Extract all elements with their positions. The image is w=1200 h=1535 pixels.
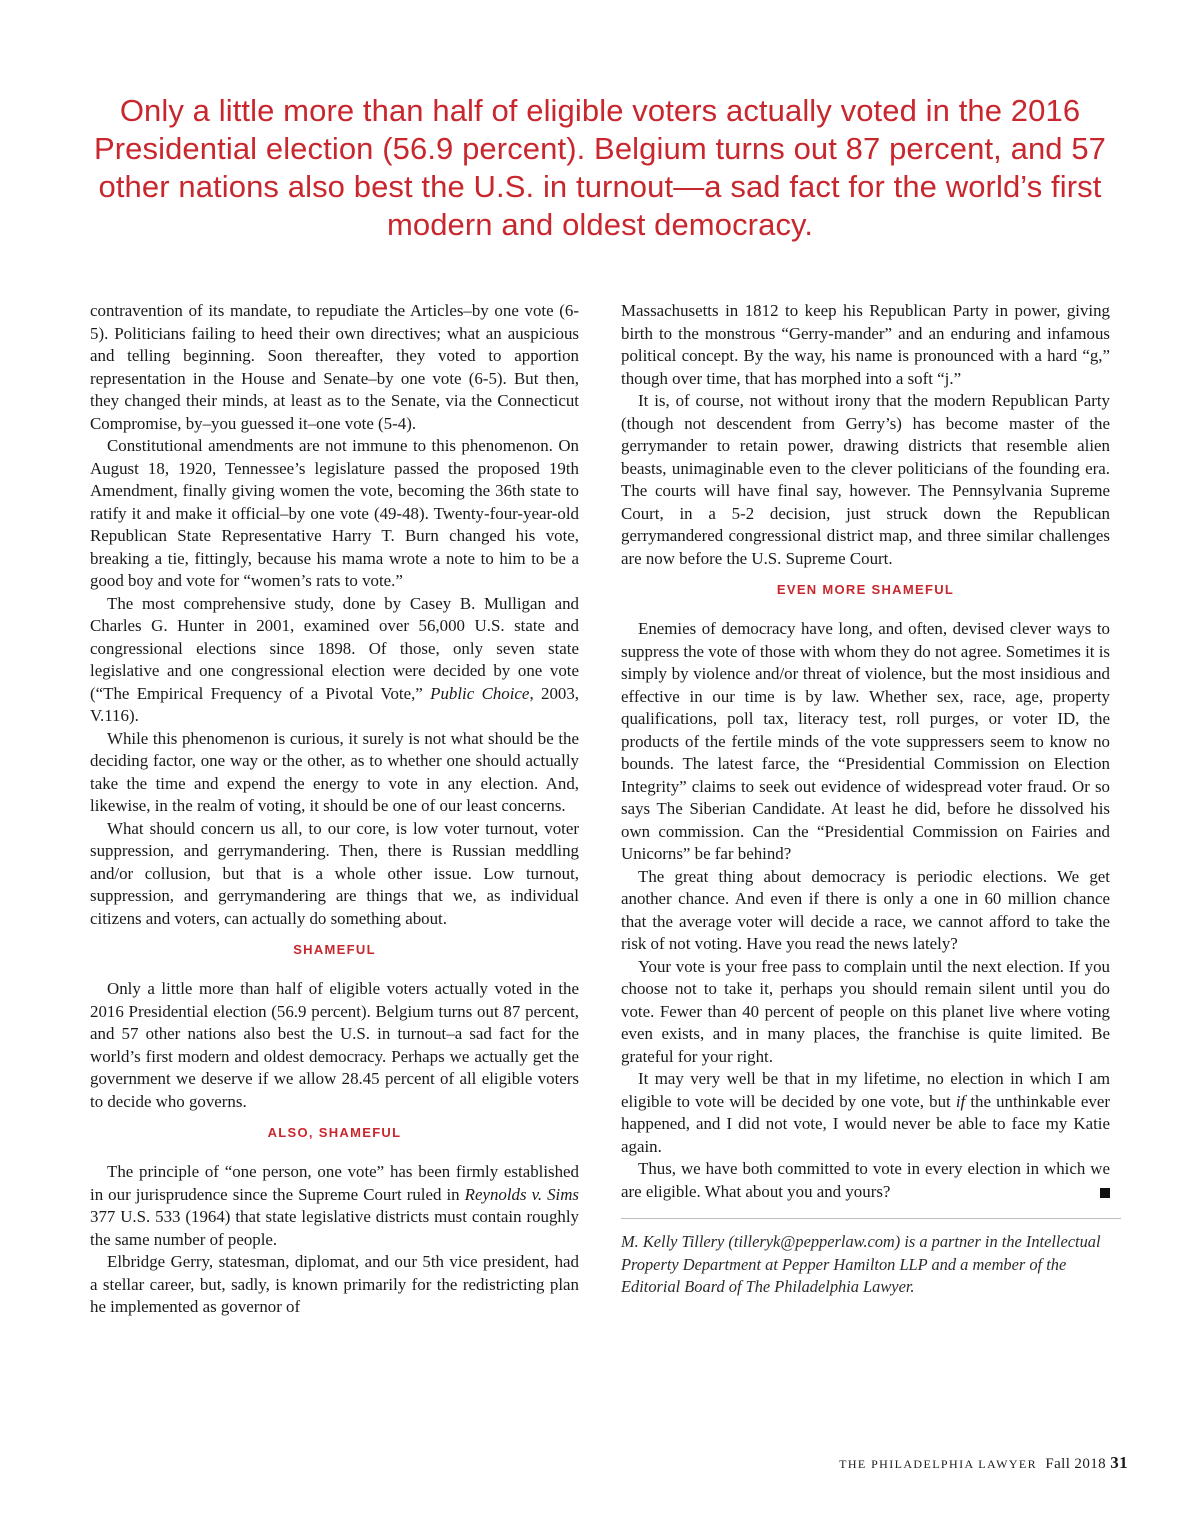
paragraph: The great thing about democracy is periodic elections. We get another chance. And even if there is only a one in 60 million chance that the average voter will decide a race, we cannot afford to take the risk of not voting. Have you read the news lately? <box>621 866 1110 953</box>
paragraph: The most comprehensive study, done by Casey B. Mulligan and Charles G. Hunter in 2001, examined over 56,000 U.S. state and congressional elections since 1898. Of those, only seven state legislative and one congressional election were decided by one vote (“The Empirical Frequency of a Pivotal Vote,” Public Choice, 2003, V.116). <box>90 593 580 725</box>
left-column <box>90 300 579 1319</box>
paragraph: The principle of “one person, one vote” has been firmly established in our jurisprudence since the Supreme Court ruled in Reynolds v. Sims 377 U.S. 533 (1964) that state legislative districts must contain roughly the same number of people. <box>90 1162 580 1249</box>
page-number: 31 <box>1110 1453 1128 1472</box>
paragraph: Elbridge Gerry, statesman, diplomat, and our 5th vice president, had a stellar career, but, sadly, is known primarily for the redistricting plan he implemented as governor of <box>90 1252 579 1316</box>
paragraph: Thus, we have both committed to vote in every election in which we are eligible. What about you and yours? <box>621 1159 1110 1201</box>
paragraph: Constitutional amendments are not immune to this phenomenon. On August 18, 1920, Tennessee’s legislature passed the proposed 19th Amendment, finally giving women the vote, becoming the 36th state to ratify it and make it official–by one vote (49-48). Twenty-four-year-old Republican State Representative Harry T. Burn changed his vote, breaking a tie, fittingly, because his mama wrote a note to him to be a good boy and vote for “women’s rats to vote.” <box>90 436 579 590</box>
italic-word: if <box>955 1091 966 1111</box>
section-heading-even-more-shameful: EVEN MORE SHAMEFUL <box>776 582 955 597</box>
end-of-article-mark <box>1100 1188 1110 1198</box>
paragraph: What should concern us all, to our core, is low voter turnout, voter suppression, and gerrymandering. Then, there is Russian meddling and/or collusion, but that is a whole other issue. Low turnout, suppression, and gerrymandering are things that we, as individual citizens and voters, can actually do something about. <box>90 818 579 928</box>
issue-label: Fall 2018 <box>1045 1456 1107 1472</box>
paragraph: Only a little more than half of eligible voters actually voted in the 2016 Presidential election (56.9 percent). Belgium turns out 87 percent, and 57 other nations also best the U.S. in turnout–a sad fact for the world’s first modern and oldest democracy. Perhaps we actually get the government we deserve if we allow 28.45 percent of all eligible voters to decide who governs. <box>90 979 579 1111</box>
right-column <box>621 300 1110 1299</box>
paragraph: Enemies of democracy have long, and often, devised clever ways to suppress the vote of those with whom they do not agree. Sometimes it is simply by violence and/or threat of violence, but the most insidious and effective in our time is by law. Whether sex, race, age, property qualifications, poll tax, literacy test, roll purges, or voter ID, the products of the fertile minds of the vote suppressers seem to know no bounds. The latest farce, the “Presidential Commission on Election Integrity” claims to seek out evidence of widespread voter fraud. Or so says The Siberian Candidate. At least he did, before he dissolved his own commission. Can the “Presidential Commission on Fairies and Unicorns” be far behind? <box>621 619 1110 863</box>
paragraph: contravention of its mandate, to repudiate the Articles–by one vote (6-5). Politicians failing to heed their own directives; what an auspicious and telling beginning. Soon thereafter, they voted to apportion representation in the House and Senate–by one vote (6-5). But then, they changed their minds, at least as to the Senate, via the Connecticut Compromise, by–you guessed it–one vote (5-4). <box>90 301 579 433</box>
section-heading-shameful: SHAMEFUL <box>293 942 376 957</box>
italic-title: Public Choice <box>430 683 530 703</box>
paragraph: Your vote is your free pass to complain until the next election. If you choose not to take it, perhaps you should remain silent until you do vote. Fewer than 40 percent of people on this planet live where voting even exists, and in many places, the franchise is quite limited. Be grateful for your right. <box>621 956 1110 1066</box>
author-bio: M. Kelly Tillery (tilleryk@pepperlaw.com) is a partner in the Intellectual Property Department at Pepper Hamilton LLP and a member of the Editorial Board of The Philadelphia Lawyer. <box>621 1232 1101 1296</box>
paragraph: Massachusetts in 1812 to keep his Republican Party in power, giving birth to the monstrous “Gerry-mander” and an enduring and infamous political concept. By the way, his name is pronounced with a hard “g,” though over time, that has morphed into a soft “j.” <box>621 301 1110 388</box>
italic-case-name: Reynolds v. Sims <box>464 1184 580 1204</box>
paragraph: While this phenomenon is curious, it surely is not what should be the deciding factor, one way or the other, as to whether one should actually take the time and expend the energy to vote in any election. And, likewise, in the realm of voting, it should be one of our least concerns. <box>90 728 579 815</box>
section-heading-also-shameful: ALSO, SHAMEFUL <box>267 1125 402 1140</box>
magazine-name: THE PHILADELPHIA LAWYER <box>839 1457 1038 1471</box>
paragraph: It is, of course, not without irony that the modern Republican Party (though not descendent from Gerry’s) has become master of the gerrymander to retain power, drawing districts that resemble alien beasts, unimaginable even to the clever politicians of the founding era. The courts will have final say, however. The Pennsylvania Supreme Court, in a 5-2 decision, just struck down the Republican gerrymandered congressional district map, and three similar challenges are now before the U.S. Supreme Court. <box>621 391 1110 568</box>
pull-quote: Only a little more than half of eligible voters actually voted in the 2016 Presidential election (56.9 percent). Belgium turns out 87 percent, and 57 other nations also best the U.S. in turnout—a sad fact for the world’s first modern and oldest democracy. <box>93 93 1107 242</box>
paragraph: It may very well be that in my lifetime, no election in which I am eligible to vote will be decided by one vote, but if the unthinkable ever happened, and I did not vote, I would never be able to face my Katie again. <box>621 1069 1110 1156</box>
page-footer <box>839 1453 1128 1473</box>
divider <box>621 1218 1121 1219</box>
